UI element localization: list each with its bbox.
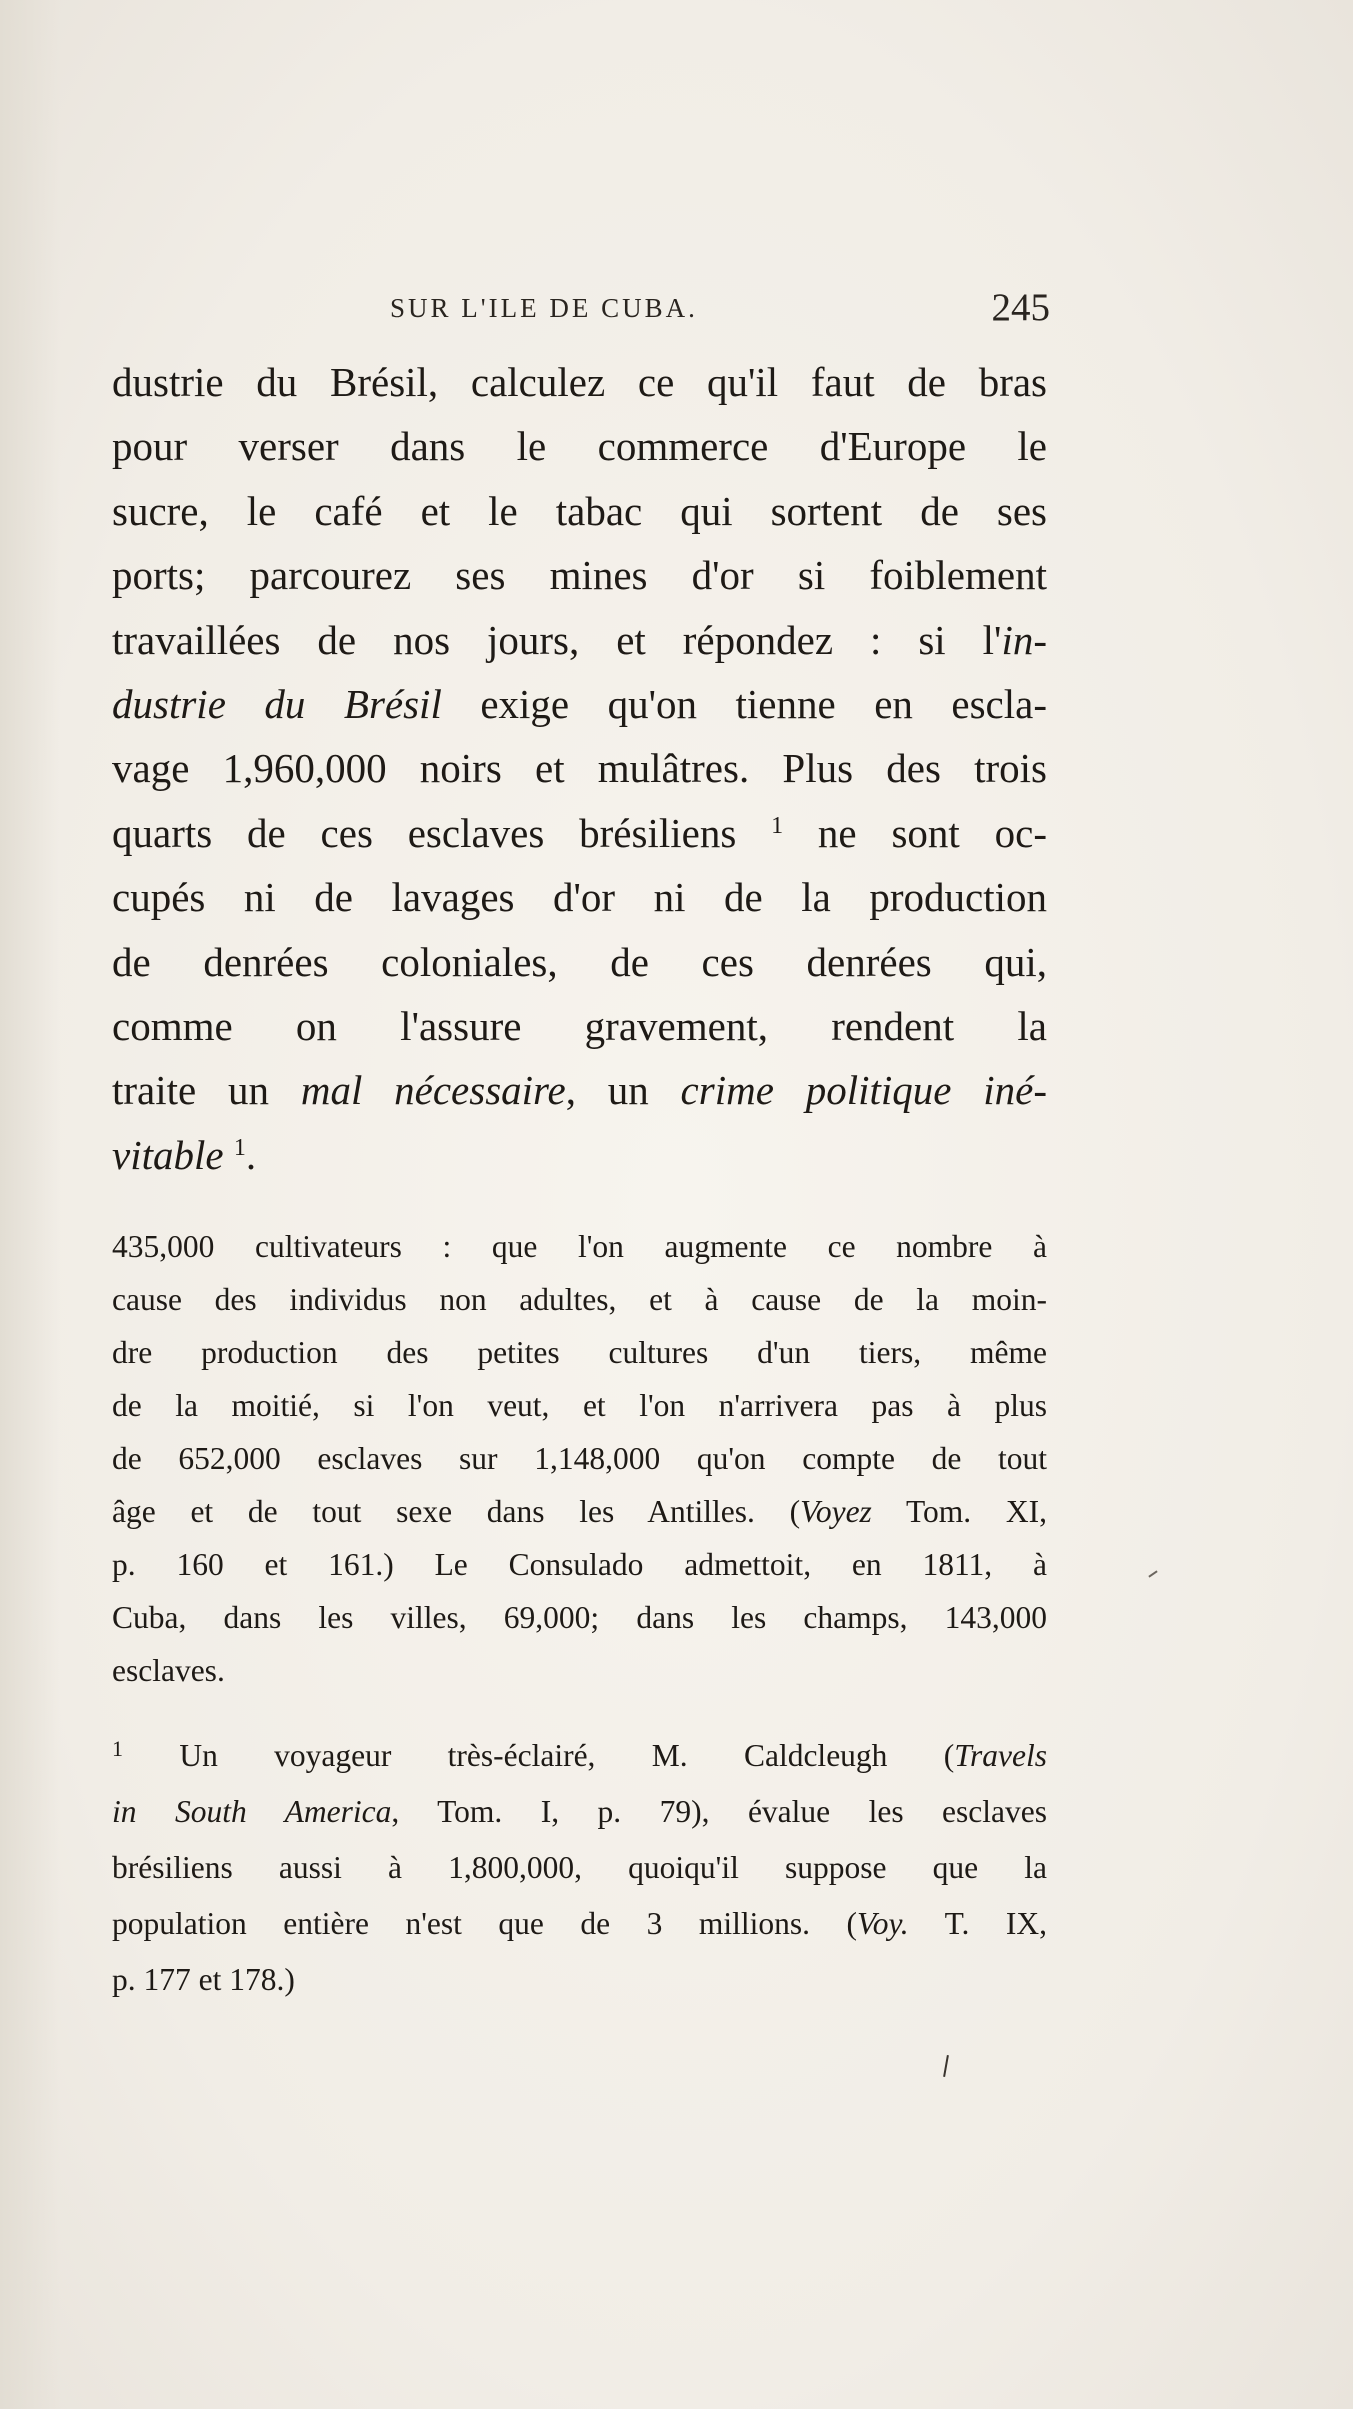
text-line	[112, 350, 1047, 414]
footnote-line	[112, 1952, 1047, 2008]
text-span: de la moitié, si l'on veut, et l'on n'arrivera pas à plus	[112, 1388, 1047, 1423]
text-span: ne sont oc-	[783, 809, 1047, 856]
text-span: exige qu'on tienne en escla-	[441, 681, 1047, 728]
note-line	[112, 1379, 1047, 1432]
text-span: ports; parcourez ses mines d'or si foiblement	[112, 552, 1047, 599]
text-span: âge et de tout sexe dans les Antilles. (	[112, 1494, 801, 1529]
page-gutter-shadow	[0, 0, 60, 2409]
italic-span: vitable	[112, 1131, 224, 1178]
note-line	[112, 1326, 1047, 1379]
running-head	[110, 285, 1070, 335]
continued-note	[112, 1220, 1047, 1697]
text-span: de 652,000 esclaves sur 1,148,000 qu'on compte de tout	[112, 1441, 1047, 1476]
footnote-line	[112, 1896, 1047, 1952]
note-line	[112, 1644, 1047, 1697]
text-span: Cuba, dans les villes, 69,000; dans les champs, 143,000	[112, 1600, 1047, 1635]
footnote-marker: 1	[771, 812, 784, 839]
text-line	[112, 672, 1047, 736]
text-span: p. 177 et 178.)	[112, 1962, 295, 1997]
text-span: quarts de ces esclaves brésiliens	[112, 809, 772, 856]
footnote-line	[112, 1728, 1047, 1784]
note-line	[112, 1538, 1047, 1591]
text-line	[112, 1123, 1047, 1187]
text-line	[112, 801, 1047, 865]
text-line	[112, 994, 1047, 1058]
footnote-line	[112, 1840, 1047, 1896]
ink-mark	[943, 2055, 949, 2077]
text-span: pour verser dans le commerce d'Europe le	[112, 423, 1047, 470]
footnote	[112, 1728, 1047, 2008]
text-span: p. 160 et 161.) Le Consulado admettoit, en 1811, à	[112, 1547, 1047, 1582]
text-line	[112, 930, 1047, 994]
text-span: vage 1,960,000 noirs et mulâtres. Plus des trois	[112, 745, 1047, 792]
note-line	[112, 1432, 1047, 1485]
text-span: traite un	[112, 1067, 301, 1114]
text-span	[224, 1132, 234, 1178]
italic-span: in South America	[112, 1794, 392, 1829]
text-line	[112, 414, 1047, 478]
main-paragraph	[112, 350, 1047, 1187]
text-line	[112, 608, 1047, 672]
text-line	[112, 479, 1047, 543]
text-span: sucre, le café et le tabac qui sortent de ses	[112, 487, 1047, 534]
italic-span: Voy.	[857, 1906, 909, 1941]
text-span: comme on l'assure gravement, rendent la	[112, 1003, 1047, 1050]
note-line	[112, 1220, 1047, 1273]
text-span: travaillées de nos jours, et répondez : si l'	[112, 616, 1002, 663]
text-span: dre production des petites cultures d'un tiers, même	[112, 1335, 1047, 1370]
italic-span: crime politique iné-	[680, 1067, 1048, 1114]
text-span: .	[245, 1131, 257, 1178]
text-line	[112, 865, 1047, 929]
text-span: de denrées coloniales, de ces denrées qui,	[112, 938, 1047, 985]
text-span: cupés ni de lavages d'or ni de la production	[112, 874, 1047, 921]
text-span: brésiliens aussi à 1,800,000, quoiqu'il suppose que la	[112, 1850, 1047, 1885]
italic-span: dustrie du Brésil	[112, 681, 442, 728]
text-span: population entière n'est que de 3 millions. (	[112, 1906, 858, 1941]
footnote-marker: 1	[233, 1134, 246, 1161]
text-span: Tom. XI,	[871, 1494, 1047, 1529]
page-number: 245	[991, 286, 1050, 329]
text-line	[112, 543, 1047, 607]
text-span: 435,000 cultivateurs : que l'on augmente ce nombre à	[112, 1229, 1047, 1264]
italic-span: in-	[1001, 616, 1047, 663]
footnote-line	[112, 1784, 1047, 1840]
text-span: T. IX,	[908, 1906, 1048, 1941]
italic-span: Travels	[954, 1738, 1047, 1773]
italic-span: Voyez	[800, 1494, 872, 1529]
text-span: , Tom. I, p. 79), évalue les esclaves	[391, 1794, 1047, 1829]
note-line	[112, 1485, 1047, 1538]
footnote-number: 1	[112, 1736, 123, 1761]
text-line	[112, 1058, 1047, 1122]
text-span: dustrie du Brésil, calculez ce qu'il faut de bras	[112, 359, 1047, 405]
text-span: esclaves.	[112, 1653, 225, 1688]
text-span: Un voyageur très-éclairé, M. Caldcleugh (	[123, 1738, 955, 1773]
note-line	[112, 1273, 1047, 1326]
note-line	[112, 1591, 1047, 1644]
ink-mark	[1148, 1570, 1157, 1577]
text-span: cause des individus non adultes, et à cause de la moin-	[112, 1282, 1047, 1317]
italic-span: mal nécessaire	[300, 1067, 566, 1114]
running-title: SUR L'ILE DE CUBA.	[390, 293, 698, 323]
text-span: , un	[565, 1067, 681, 1114]
text-line	[112, 736, 1047, 800]
